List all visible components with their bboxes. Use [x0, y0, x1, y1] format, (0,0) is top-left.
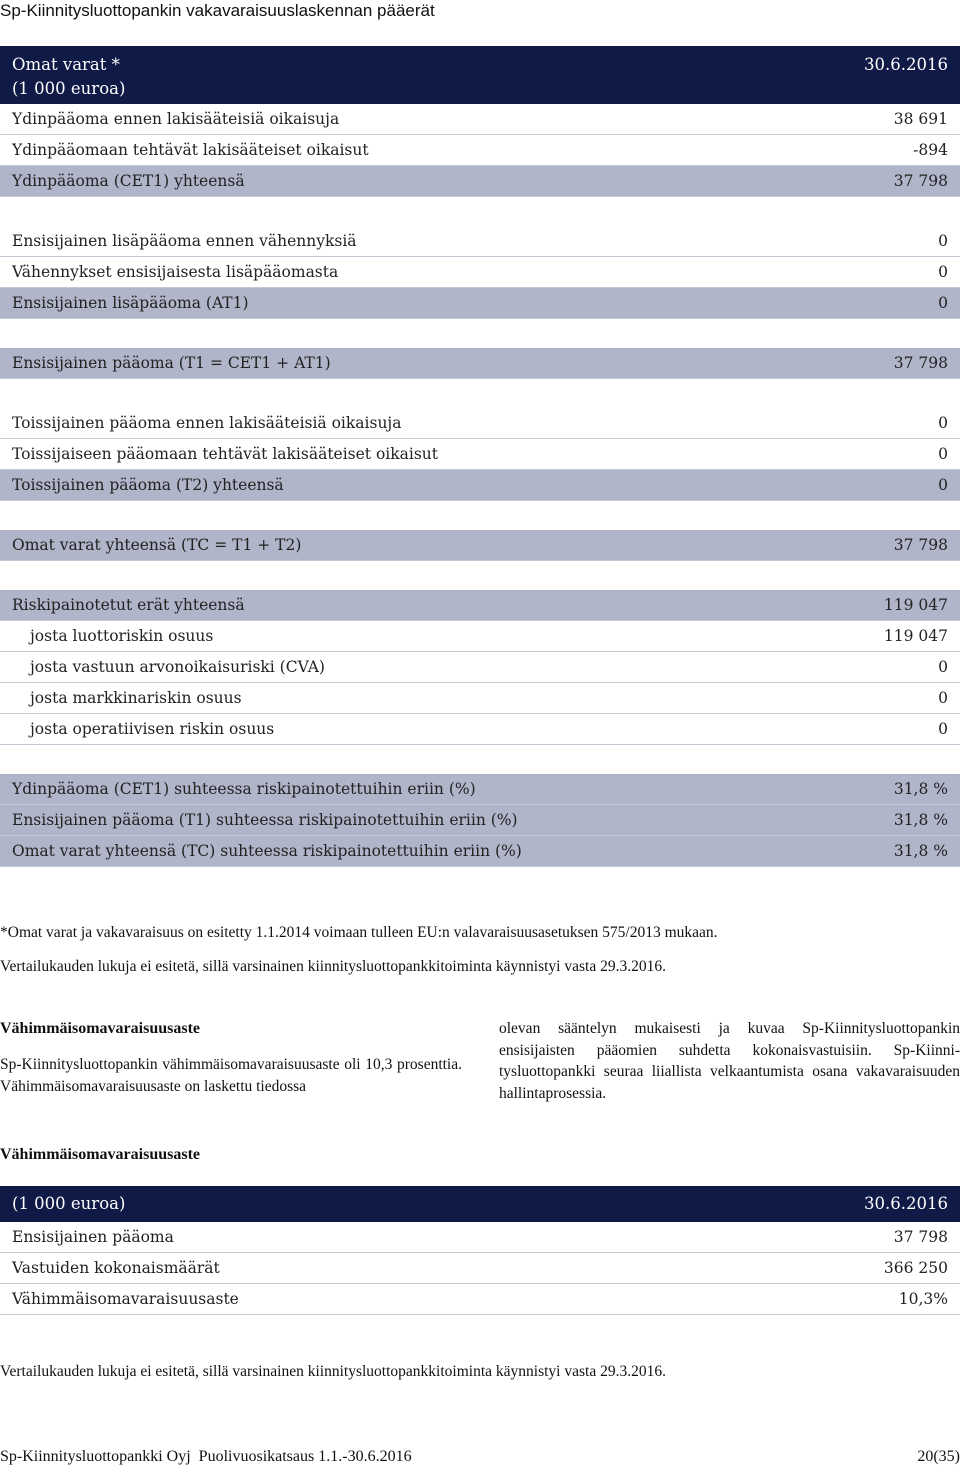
table-row	[0, 652, 960, 683]
section-heading: Vähimmäisomavaraisuusaste	[0, 1020, 201, 1037]
row-value: 0	[938, 232, 948, 250]
row-value: 37 798	[893, 1228, 948, 1246]
row-value: 0	[938, 445, 948, 463]
row-label: Ydinpääoma ennen lakisääteisiä oikaisuja	[12, 110, 340, 128]
right-paragraph: olevan sääntelyn mukaisesti ja kuvaa Sp-Kiinnitysluottopankin ensisijaisten pääomien suhdetta kokonaisvastuisiin. Sp-Kiinnitysluottopankki seuraa liiallista velkaantumista osana vakavaraisuuden hallintaprosessia.	[499, 1020, 960, 1102]
row-value: 0	[938, 414, 948, 432]
table-row	[0, 1222, 960, 1253]
row-label: josta operatiivisen riskin osuus	[30, 720, 275, 738]
leverage-table-body	[0, 1222, 960, 1315]
group-spacer	[0, 501, 960, 530]
row-label: Toissijainen pääoma ennen lakisääteisiä oikaisuja	[12, 414, 402, 432]
table-row	[0, 348, 960, 379]
group-spacer	[0, 319, 960, 348]
row-label: Ydinpääoma (CET1) yhteensä	[12, 172, 245, 190]
table-row	[0, 805, 960, 836]
row-label: Ensisijainen lisäpääoma ennen vähennyksiä	[12, 232, 357, 250]
row-value: 10,3%	[898, 1290, 948, 1308]
table-row	[0, 439, 960, 470]
row-label: Toissijainen pääoma (T2) yhteensä	[12, 476, 284, 494]
row-label: Ensisijainen pääoma	[12, 1228, 174, 1246]
row-label: Omat varat yhteensä (TC = T1 + T2)	[12, 536, 302, 554]
table-row	[0, 226, 960, 257]
page-footer	[0, 1448, 960, 1473]
row-label: Vähimmäisomavaraisuusaste	[12, 1290, 239, 1308]
row-label: josta vastuun arvonoikaisuriski (CVA)	[30, 658, 325, 676]
header-title: Omat varat *	[12, 55, 120, 74]
row-value: 37 798	[893, 172, 948, 190]
page-title: Sp-Kiinnitysluottopankin vakavaraisuuslaskennan pääerät	[0, 1, 435, 20]
leverage-header-date: 30.6.2016	[864, 1194, 948, 1213]
table-row	[0, 836, 960, 867]
comparison-note-2: Vertailukauden lukuja ei esitetä, sillä varsinainen kiinnitysluottopankkitoiminta käynnistyi vasta 29.3.2016.	[0, 1363, 666, 1380]
header-unit: (1 000 euroa)	[12, 79, 126, 98]
table-row	[0, 714, 960, 745]
table-row	[0, 257, 960, 288]
table-row	[0, 166, 960, 197]
own-funds-table-body	[0, 104, 960, 867]
row-label: Ensisijainen lisäpääoma (AT1)	[12, 294, 249, 312]
leverage-ratio-table	[0, 1186, 960, 1315]
row-label: josta luottoriskin osuus	[30, 627, 214, 645]
table-row	[0, 470, 960, 501]
row-label: josta markkinariskin osuus	[30, 689, 242, 707]
group-spacer	[0, 379, 960, 408]
left-paragraph: Sp-Kiinnitysluottopankin vähimmäisomavaraisuusaste oli 10,3 prosenttia. Vähimmäisomavaraisuusaste on laskettu tiedossa	[0, 1056, 462, 1095]
row-label: Toissijaiseen pääomaan tehtävät lakisääteiset oikaisut	[12, 445, 439, 463]
page-number: 20(35)	[917, 1448, 960, 1465]
row-label: Riskipainotetut erät yhteensä	[12, 596, 245, 614]
row-label: Omat varat yhteensä (TC) suhteessa riskipainotettuihin eriin (%)	[12, 842, 522, 860]
table-row	[0, 104, 960, 135]
group-spacer	[0, 745, 960, 774]
row-label: Ydinpääoma (CET1) suhteessa riskipainotettuihin eriin (%)	[12, 780, 476, 798]
row-value: 0	[938, 476, 948, 494]
table-row	[0, 408, 960, 439]
row-value: 37 798	[893, 354, 948, 372]
own-funds-table	[0, 46, 960, 867]
row-value: 0	[938, 294, 948, 312]
table-row	[0, 683, 960, 714]
group-spacer	[0, 197, 960, 226]
row-value: 0	[938, 689, 948, 707]
table-row	[0, 1253, 960, 1284]
row-value: 31,8 %	[893, 780, 948, 798]
row-value: 0	[938, 720, 948, 738]
row-label: Vähennykset ensisijaisesta lisäpääomasta	[12, 263, 339, 281]
table-row	[0, 530, 960, 561]
group-spacer	[0, 561, 960, 590]
table-row	[0, 621, 960, 652]
leverage-header-unit: (1 000 euroa)	[12, 1194, 126, 1213]
row-label: Vastuiden kokonaismäärät	[12, 1259, 220, 1277]
footer-report-title: Sp-Kiinnitysluottopankki Oyj Puolivuosikatsaus 1.1.-30.6.2016	[0, 1448, 412, 1465]
row-value: -894	[913, 141, 948, 159]
row-label: Ydinpääomaan tehtävät lakisääteiset oikaisut	[12, 141, 369, 159]
table-row	[0, 288, 960, 319]
row-value: 119 047	[883, 627, 948, 645]
row-value: 31,8 %	[893, 842, 948, 860]
row-label: Ensisijainen pääoma (T1) suhteessa riskipainotettuihin eriin (%)	[12, 811, 518, 829]
table-row	[0, 135, 960, 166]
leverage-table-header	[0, 1186, 960, 1222]
row-value: 0	[938, 658, 948, 676]
table-row	[0, 1284, 960, 1315]
header-date: 30.6.2016	[864, 55, 948, 74]
comparison-note: Vertailukauden lukuja ei esitetä, sillä varsinainen kiinnitysluottopankkitoiminta käynnistyi vasta 29.3.2016.	[0, 958, 666, 975]
row-value: 31,8 %	[893, 811, 948, 829]
table-row	[0, 774, 960, 805]
row-value: 119 047	[883, 596, 948, 614]
footnote-own-funds: *Omat varat ja vakavaraisuus on esitetty 1.1.2014 voimaan tulleen EU:n valavaraisuusasetuksen 575/2013 mukaan.	[0, 924, 718, 941]
row-label: Ensisijainen pääoma (T1 = CET1 + AT1)	[12, 354, 331, 372]
table2-title: Vähimmäisomavaraisuusaste	[0, 1146, 201, 1163]
row-value: 38 691	[893, 110, 948, 128]
row-value: 37 798	[893, 536, 948, 554]
own-funds-table-header	[0, 46, 960, 104]
table-row	[0, 590, 960, 621]
row-value: 366 250	[883, 1259, 948, 1277]
row-value: 0	[938, 263, 948, 281]
